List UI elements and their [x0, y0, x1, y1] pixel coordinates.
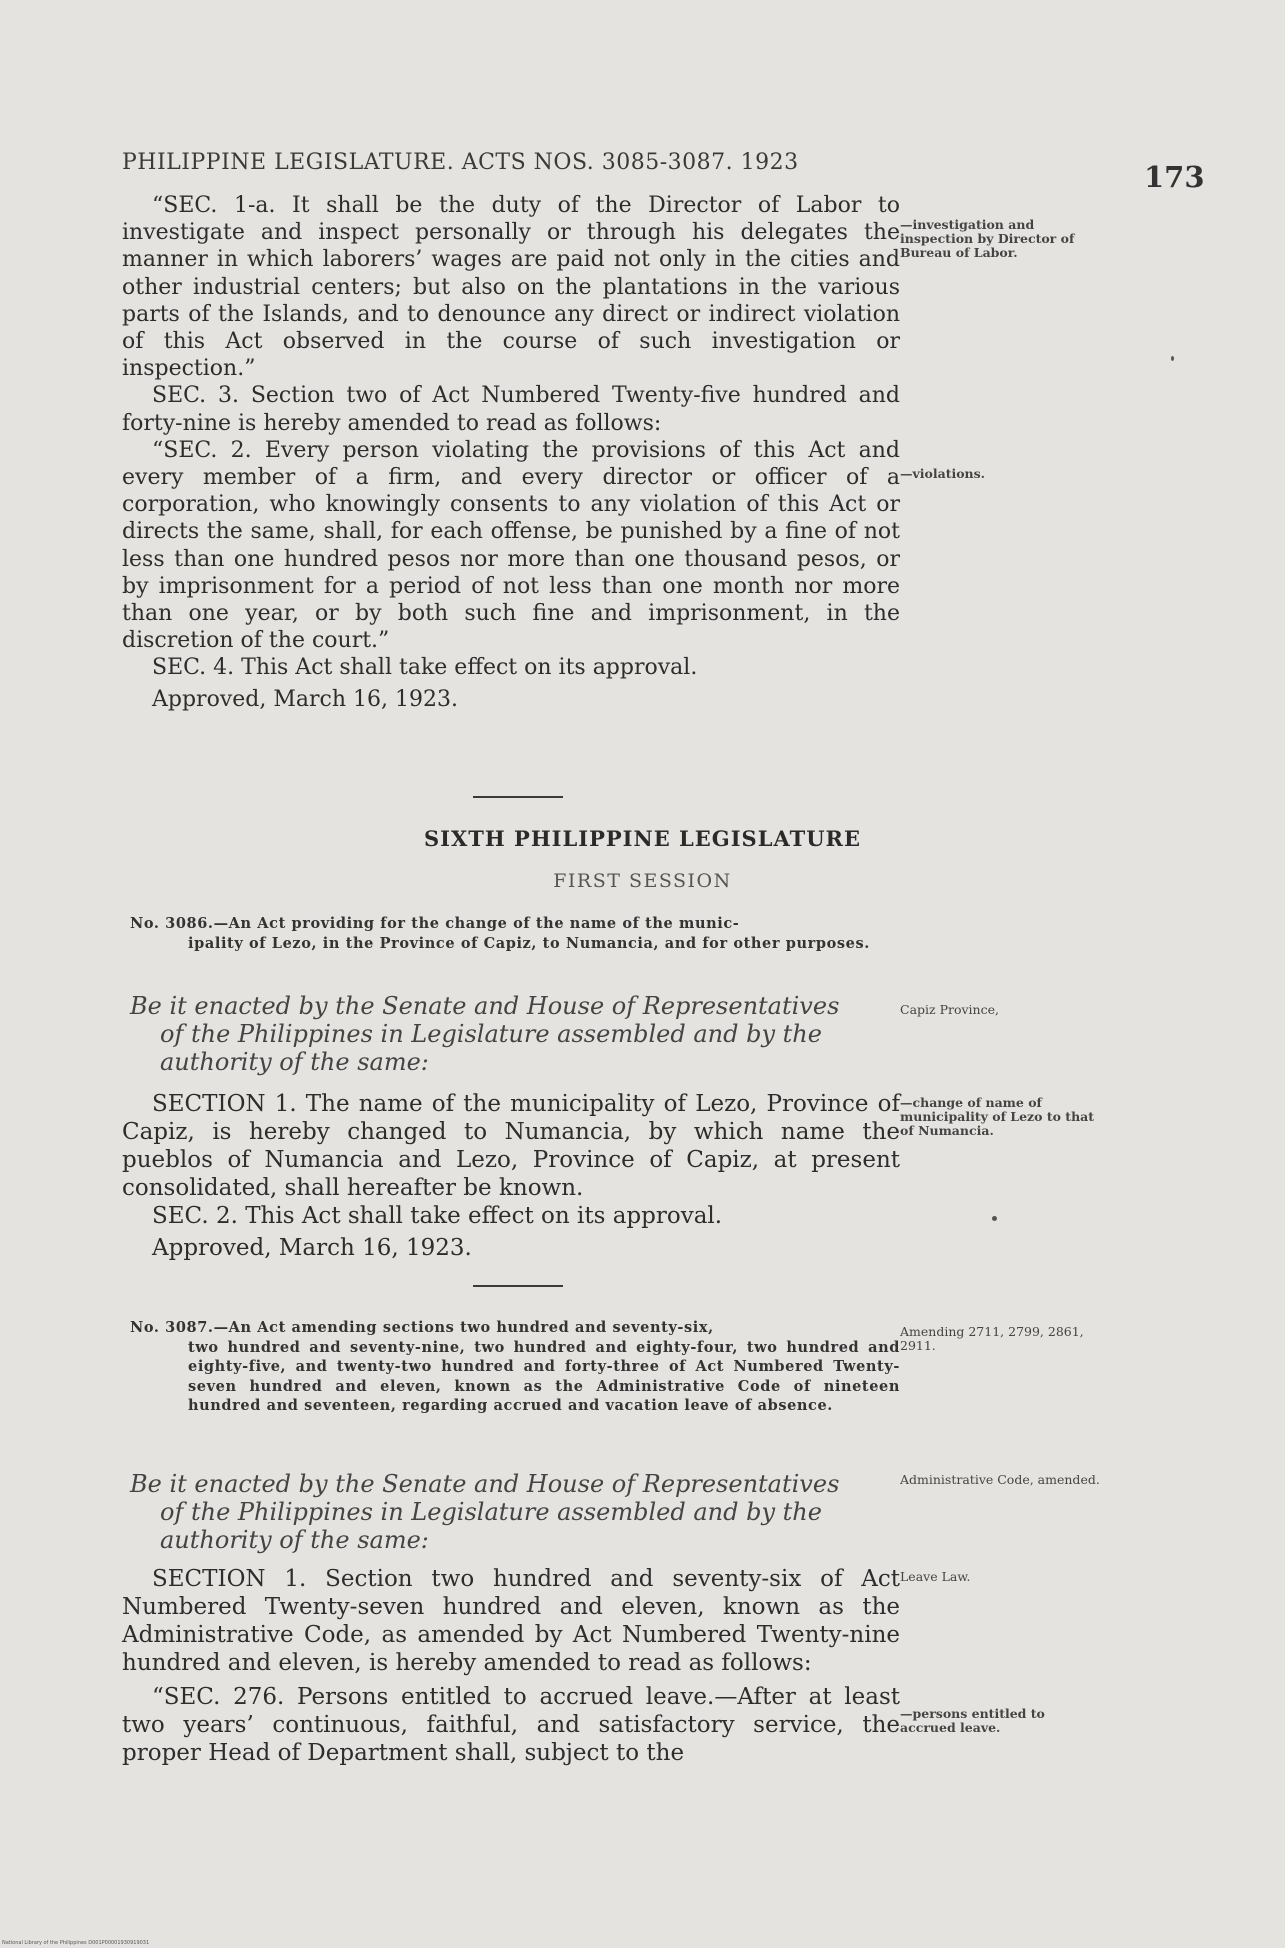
act-3087-summary-rest: two hundred and seventy-nine, two hundred and eighty-four, two hundred and eighty-five, and twenty-two hundred and forty-three of Act Numbered Twenty-seven hundred and eleven, known as the Administrative Code of nineteen hundred and seventeen, regarding accrued and vacation leave of absence. — [188, 1338, 900, 1414]
act-3086-body — [122, 1090, 900, 1262]
session-title: FIRST SESSION — [553, 870, 732, 892]
act-divider — [473, 1285, 563, 1287]
act-3087-body — [122, 1565, 900, 1767]
margin-note-amending: Amending 2711, 2799, 2861, 2911. — [900, 1324, 1084, 1353]
speck-mark — [992, 1216, 997, 1221]
legislature-title: SIXTH PHILIPPINE LEGISLATURE — [423, 826, 862, 851]
act-3086-summary — [130, 914, 900, 953]
running-header: PHILIPPINE LEGISLATURE. ACTS NOS. 3085-3087. 1923 — [122, 150, 799, 175]
act-3087-summary — [130, 1318, 900, 1416]
section-3-text: SEC. 3. Section two of Act Numbered Twenty-five hundred and forty-nine is hereby amended to read as follows: — [122, 383, 900, 436]
act-3086-enacting-clause — [130, 992, 900, 1076]
act-3086-enact-rest: of the Philippines in Legislature assembled and by the authority of the same: — [160, 1020, 822, 1076]
margin-note-admin-code: Administrative Code, amended. — [900, 1472, 1100, 1487]
margin-note-change-name: —change of name of municipality of Lezo to that of Numancia. — [900, 1095, 1095, 1138]
margin-note-leave-law: Leave Law. — [900, 1569, 971, 1584]
act-3086-section-1: SECTION 1. The name of the municipality of Lezo, Province of Capiz, is hereby changed to Numancia, by which name the pueblos of Numancia and Lezo, Province of Capiz, at present consolidated, shall hereafter be known. — [122, 1091, 900, 1201]
act-3087-enact-rest: of the Philippines in Legislature assembled and by the authority of the same: — [160, 1498, 822, 1554]
act-3086-section-2: SEC. 2. This Act shall take effect on its approval. — [152, 1203, 723, 1229]
scan-footer: National Library of the Philippines D001P00001930919031 — [2, 1940, 150, 1946]
act-3087-enact-lead: Be it enacted by the Senate and House of Representatives — [130, 1470, 840, 1498]
margin-note-investigation: —investigation and inspection by Director of Bureau of Labor. — [900, 217, 1075, 260]
section-2-text: “SEC. 2. Every person violating the provisions of this Act and every member of a firm, and every director or officer of a corporation, who knowingly consents to any violation of this Act or directs the same, shall, for each offense, be punished by a fine of not less than one hundred pesos nor more than one thousand pesos, or by imprisonment for a period of not less than one month nor more than one year, or by both such fine and imprisonment, in the discretion of the court.” — [122, 437, 900, 654]
act-3086-enact-lead: Be it enacted by the Senate and House of Representatives — [130, 992, 840, 1020]
act-3085-continuation — [122, 192, 900, 713]
act-3086-summary-rest: ipality of Lezo, in the Province of Capiz, to Numancia, and for other purposes. — [188, 934, 870, 952]
approved-date: Approved, March 16, 1923. — [152, 686, 458, 712]
act-3087-section-276: “SEC. 276. Persons entitled to accrued leave.—After at least two years’ continuous, faithful, and satisfactory service, the proper Head of Department shall, subject to the — [122, 1684, 900, 1766]
margin-note-accrued-leave: —persons entitled to accrued leave. — [900, 1706, 1045, 1735]
act-3087-section-1: SECTION 1. Section two hundred and seventy-six of Act Numbered Twenty-seven hundred and eleven, known as the Administrative Code, as amended by Act Numbered Twenty-nine hundred and eleven, is hereby amended to read as follows: — [122, 1566, 900, 1676]
page-number: 173 — [1144, 160, 1205, 194]
act-3086-summary-lead: No. 3086.—An Act providing for the change of the name of the munic- — [130, 915, 740, 932]
section-4-text: SEC. 4. This Act shall take effect on its approval. — [152, 655, 698, 681]
margin-note-capiz: Capiz Province, — [900, 1002, 999, 1017]
section-1a-text: “SEC. 1-a. It shall be the duty of the Director of Labor to investigate and inspect personally or through his delegates the manner in which laborers’ wages are paid not only in the cities and other industrial centers; but also on the plantations in the various parts of the Islands, and to denounce any direct or indirect violation of this Act observed in the course of such investigation or inspection.” — [122, 193, 900, 382]
act-3086-approved: Approved, March 16, 1923. — [152, 1235, 472, 1261]
section-divider — [473, 796, 563, 798]
margin-note-violations: —violations. — [900, 466, 986, 481]
act-3087-enacting-clause — [130, 1470, 900, 1554]
speck-mark — [1171, 356, 1174, 361]
act-3087-summary-lead: No. 3087.—An Act amending sections two hundred and seventy-six, — [130, 1319, 714, 1336]
